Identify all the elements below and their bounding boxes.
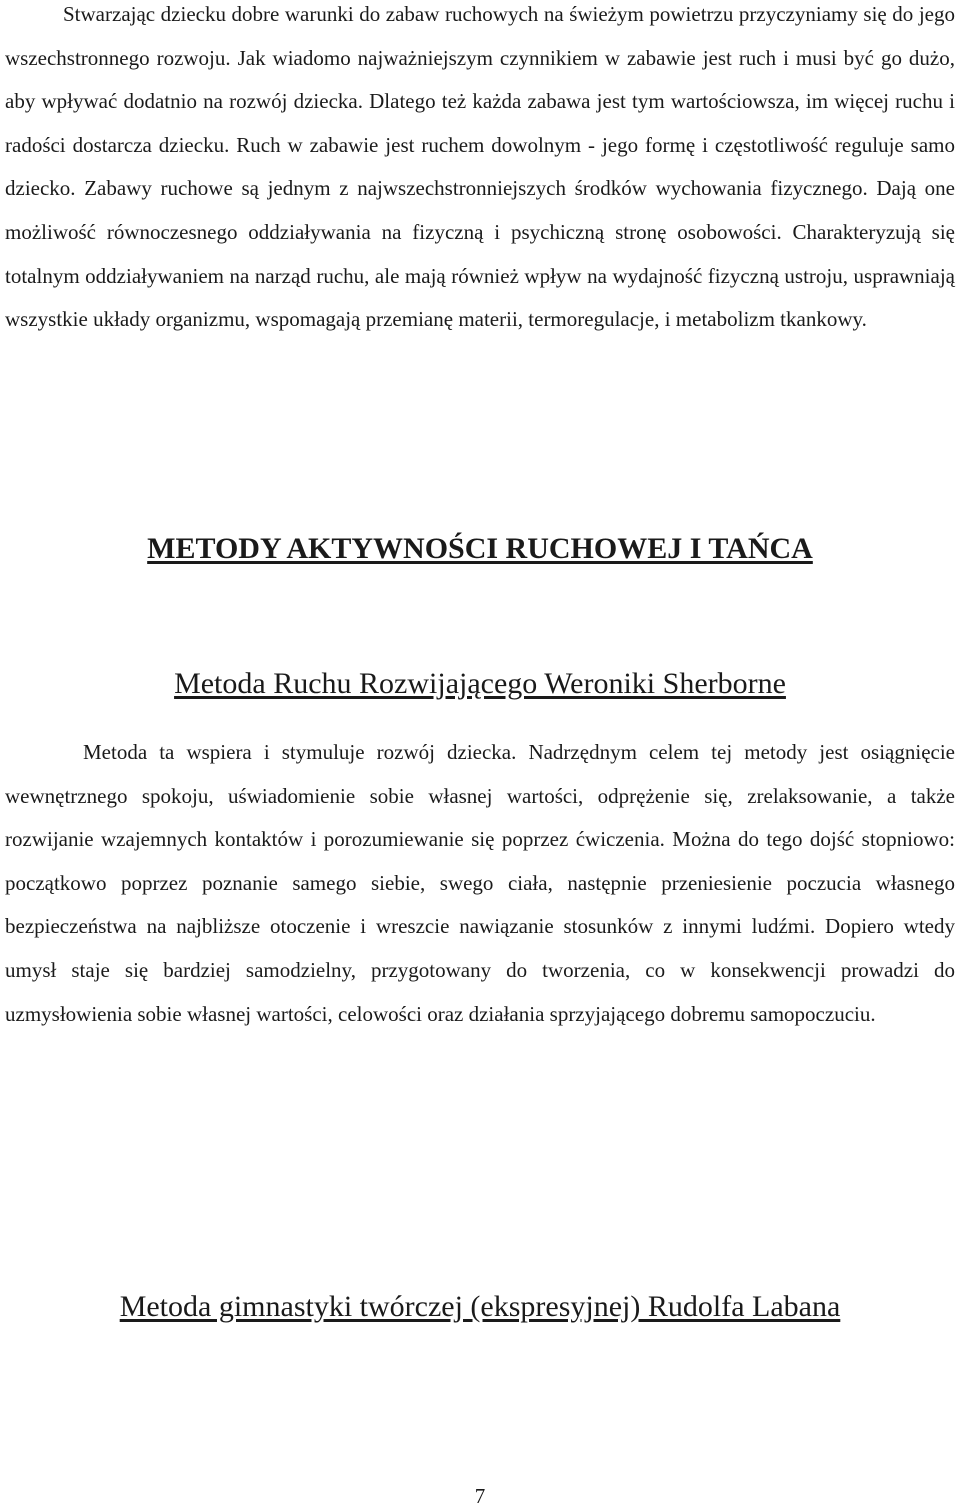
sherborne-heading: Metoda Ruchu Rozwijającego Weroniki Sherborne (174, 667, 786, 700)
page-number: 7 (474, 1484, 486, 1508)
sherborne-paragraph: Metoda ta wspiera i stymuluje rozwój dziecka. Nadrzędnym celem tej metody jest osiągnięcie wewnętrznego spokoju, uświadomienie sobie własnej wartości, odprężenie się, zrelaksowanie, a także rozwijanie wzajemnych kontaktów i porozumiewanie się poprzez ćwiczenia. Można do tego dojść stopniowo: początkowo poprzez poznanie samego siebie, swego ciała, następnie przeniesienie poczucia własnego bezpieczeństwa na najbliższe otoczenie i wreszcie nawiązanie stosunków z innymi ludźmi. Dopiero wtedy umysł staje się bardziej samodzielny, przygotowany do tworzenia, co w konsekwencji prowadzi do uzmysłowienia sobie własnej wartości, celowości oraz działania sprzyjającego dobremu samopoczuciu. (5, 740, 955, 1026)
main-heading: METODY AKTYWNOŚCI RUCHOWEJ I TAŃCA (147, 532, 813, 565)
laban-heading: Metoda gimnastyki twórczej (ekspresyjnej) Rudolfa Labana (119, 1290, 841, 1323)
intro-paragraph: Stwarzając dziecku dobre warunki do zabaw ruchowych na świeżym powietrzu przyczyniamy się do jego wszechstronnego rozwoju. Jak wiadomo najważniejszym czynnikiem w zabawie jest ruch i musi być go dużo, aby wpływać dodatnio na rozwój dziecka. Dlatego też każda zabawa jest tym wartościowsza, im więcej ruchu i radości dostarcza dziecku. Ruch w zabawie jest ruchem dowolnym - jego formę i częstotliwość reguluje samo dziecko. Zabawy ruchowe są jednym z najwszechstronniejszych środków wychowania fizycznego. Dają one możliwość równoczesnego oddziaływania na fizyczną i psychiczną stronę osobowości. Charakteryzują się totalnym oddziaływaniem na narząd ruchu, ale mają również wpływ na wydajność fizyczną ustroju, usprawniają wszystkie układy organizmu, wspomagają przemianę materii, termoregulacje, i metabolizm tkankowy. (5, 2, 955, 332)
